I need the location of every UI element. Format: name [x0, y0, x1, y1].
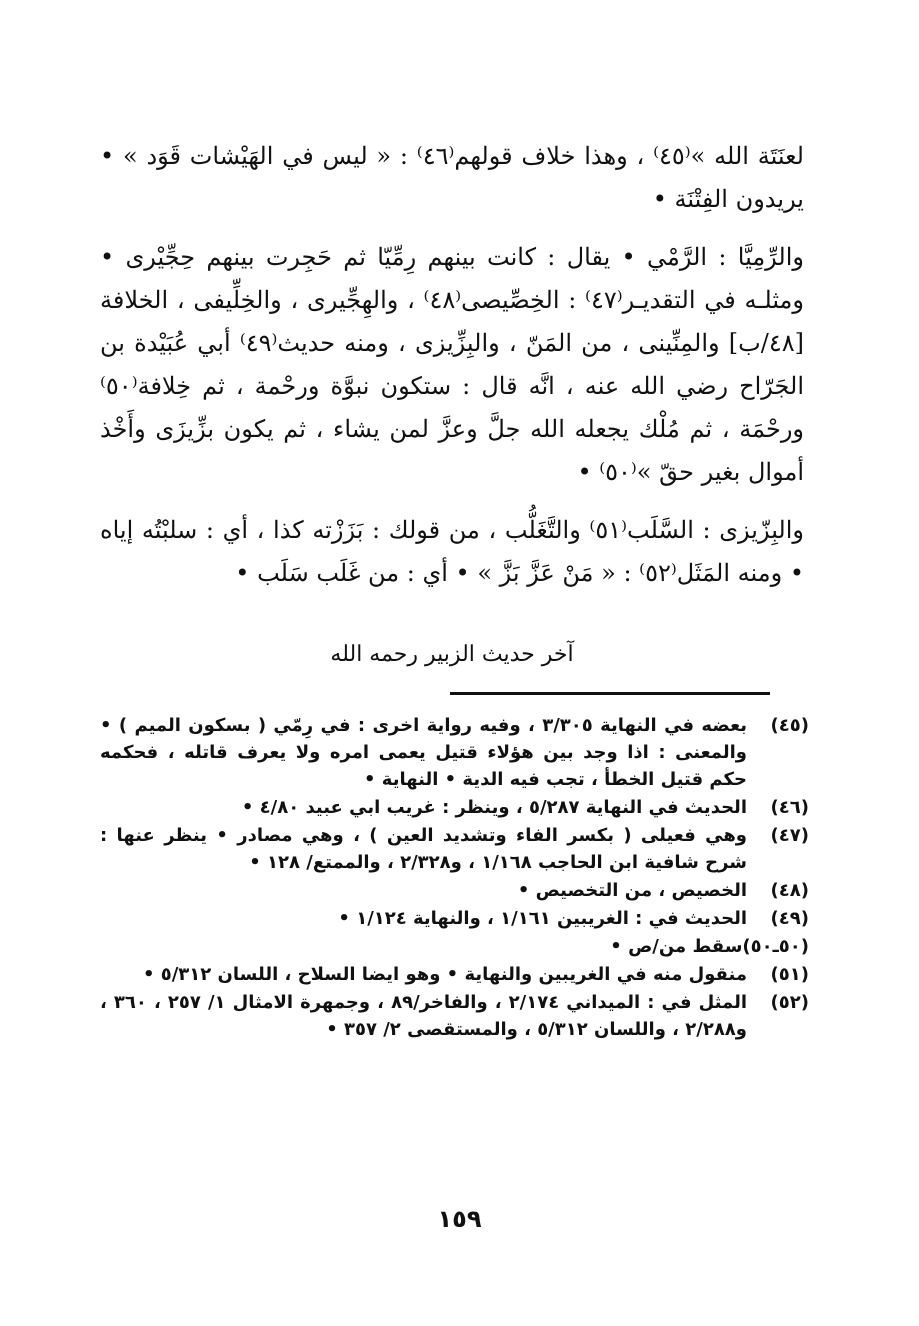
main-text: [100, 135, 804, 610]
footnote-number: (٤٦): [770, 797, 809, 818]
footnote: [100, 961, 809, 988]
footnote-number: (٥١): [770, 964, 809, 985]
footnote-number: (٤٨): [770, 880, 809, 901]
paragraph: والرِّمِيَّا : الرَّمْي • يقال : كانت بينهم رِمِّيّا ثم حَجِرت بينهم حِجِّيْرى • ومثلـه في التقديـر⁽٤٧⁾ : الخِصِّيصى⁽٤٨⁾ ، والهِجِّيرى ، والخِلِّيفى ، الخلافة [٤٨/ب] والمِنِّينى ، من المَنّ ، والبِزِّيزى ، ومنه حديث⁽٤٩⁾ أبي عُبَيْدة بن الجَرّاح رضي الله عنه ، انَّه قال : ستكون نبوَّة ورحْمة ، ثم خِلافة⁽٥٠⁾ ورحْمَة ، ثم مُلْك يجعله الله جلَّ وعزَّ لمن يشاء ، ثم يكون بزِّيزَى وأَخْذ أموال بغير حقّ »⁽٥٠⁾ •: [100, 243, 805, 486]
footnote: [100, 989, 809, 1043]
paragraph: لعنَتَة الله »⁽٤٥⁾ ، وهذا خلاف قولهم⁽٤٦⁾ : « ليس في الهَيْشات قَوَد » • يريدون الفِتْنَة •: [100, 142, 804, 213]
footnote: [100, 877, 809, 904]
section-end-line: آخر حديث الزبير رحمه الله: [330, 642, 574, 667]
footnote: [100, 794, 809, 821]
footnote: [100, 712, 809, 793]
footnote-number: (٤٧): [770, 825, 809, 846]
footnote-number: (٤٥): [770, 715, 809, 736]
footnote-text: بعضه في النهاية ٣/٣٠٥ ، وفيه رواية اخرى : في رِمّي ( بسكون الميم ) • والمعنى : اذا وجد بين هؤلاء قتيل يعمى امره ولا يعرف قاتله ، فحكمه حكم قتيل الخطأ ، تجب فيه الدية • النهاية •: [100, 715, 748, 790]
footnote-number: (٤٩): [770, 908, 809, 929]
footnote-divider: [450, 692, 770, 695]
footnote-text: سقط من/ص •: [610, 936, 743, 957]
footnote-text: الخصيص ، من التخصيص •: [517, 880, 747, 901]
footnote-text: الحديث في النهاية ٥/٢٨٧ ، وينظر : غريب ابي عبيد ٤/٨٠ •: [241, 797, 747, 818]
footnotes: [100, 712, 809, 1044]
footnote-number: (٥٠ـ٥٠): [742, 936, 809, 957]
footnote-text: الحديث في : الغريبين ١/١٦١ ، والنهاية ١/١٢٤ •: [338, 908, 747, 929]
footnote-text: منقول منه في الغريبين والنهاية • وهو ايضا السلاح ، اللسان ٥/٣١٢ •: [142, 964, 747, 985]
footnote-number: (٥٢): [770, 992, 809, 1013]
footnote: [100, 822, 809, 876]
paragraph: والبِزّيزى : السَّلَب⁽٥١⁾ والتَّغَلُّب ، من قولك : بَزَزْته كذا ، أي : سلبْتُه إياه • ومنه المَثَل⁽٥٢⁾ : « مَنْ عَزَّ بَزَّ » • أي : من غَلَب سَلَب •: [100, 516, 805, 587]
footnote: [100, 905, 809, 932]
page-number: ١٥٩: [437, 1205, 482, 1233]
footnote-text: المثل في : الميداني ٢/١٧٤ ، والفاخر/٨٩ ، وجمهرة الامثال ١/ ٢٥٧ ، ٣٦٠ ، و٢/٢٨٨ ، واللسان ٥/٣١٢ ، والمستقصى ٢/ ٣٥٧ •: [100, 992, 748, 1040]
footnote-text: وهي فعيلى ( بكسر الفاء وتشديد العين ) ، وهي مصادر • ينظر عنها : شرح شافية ابن الحاجب ١/١٦٨ ، و٢/٣٢٨ ، والممتع/ ١٢٨ •: [100, 825, 747, 873]
footnote: [100, 933, 809, 960]
